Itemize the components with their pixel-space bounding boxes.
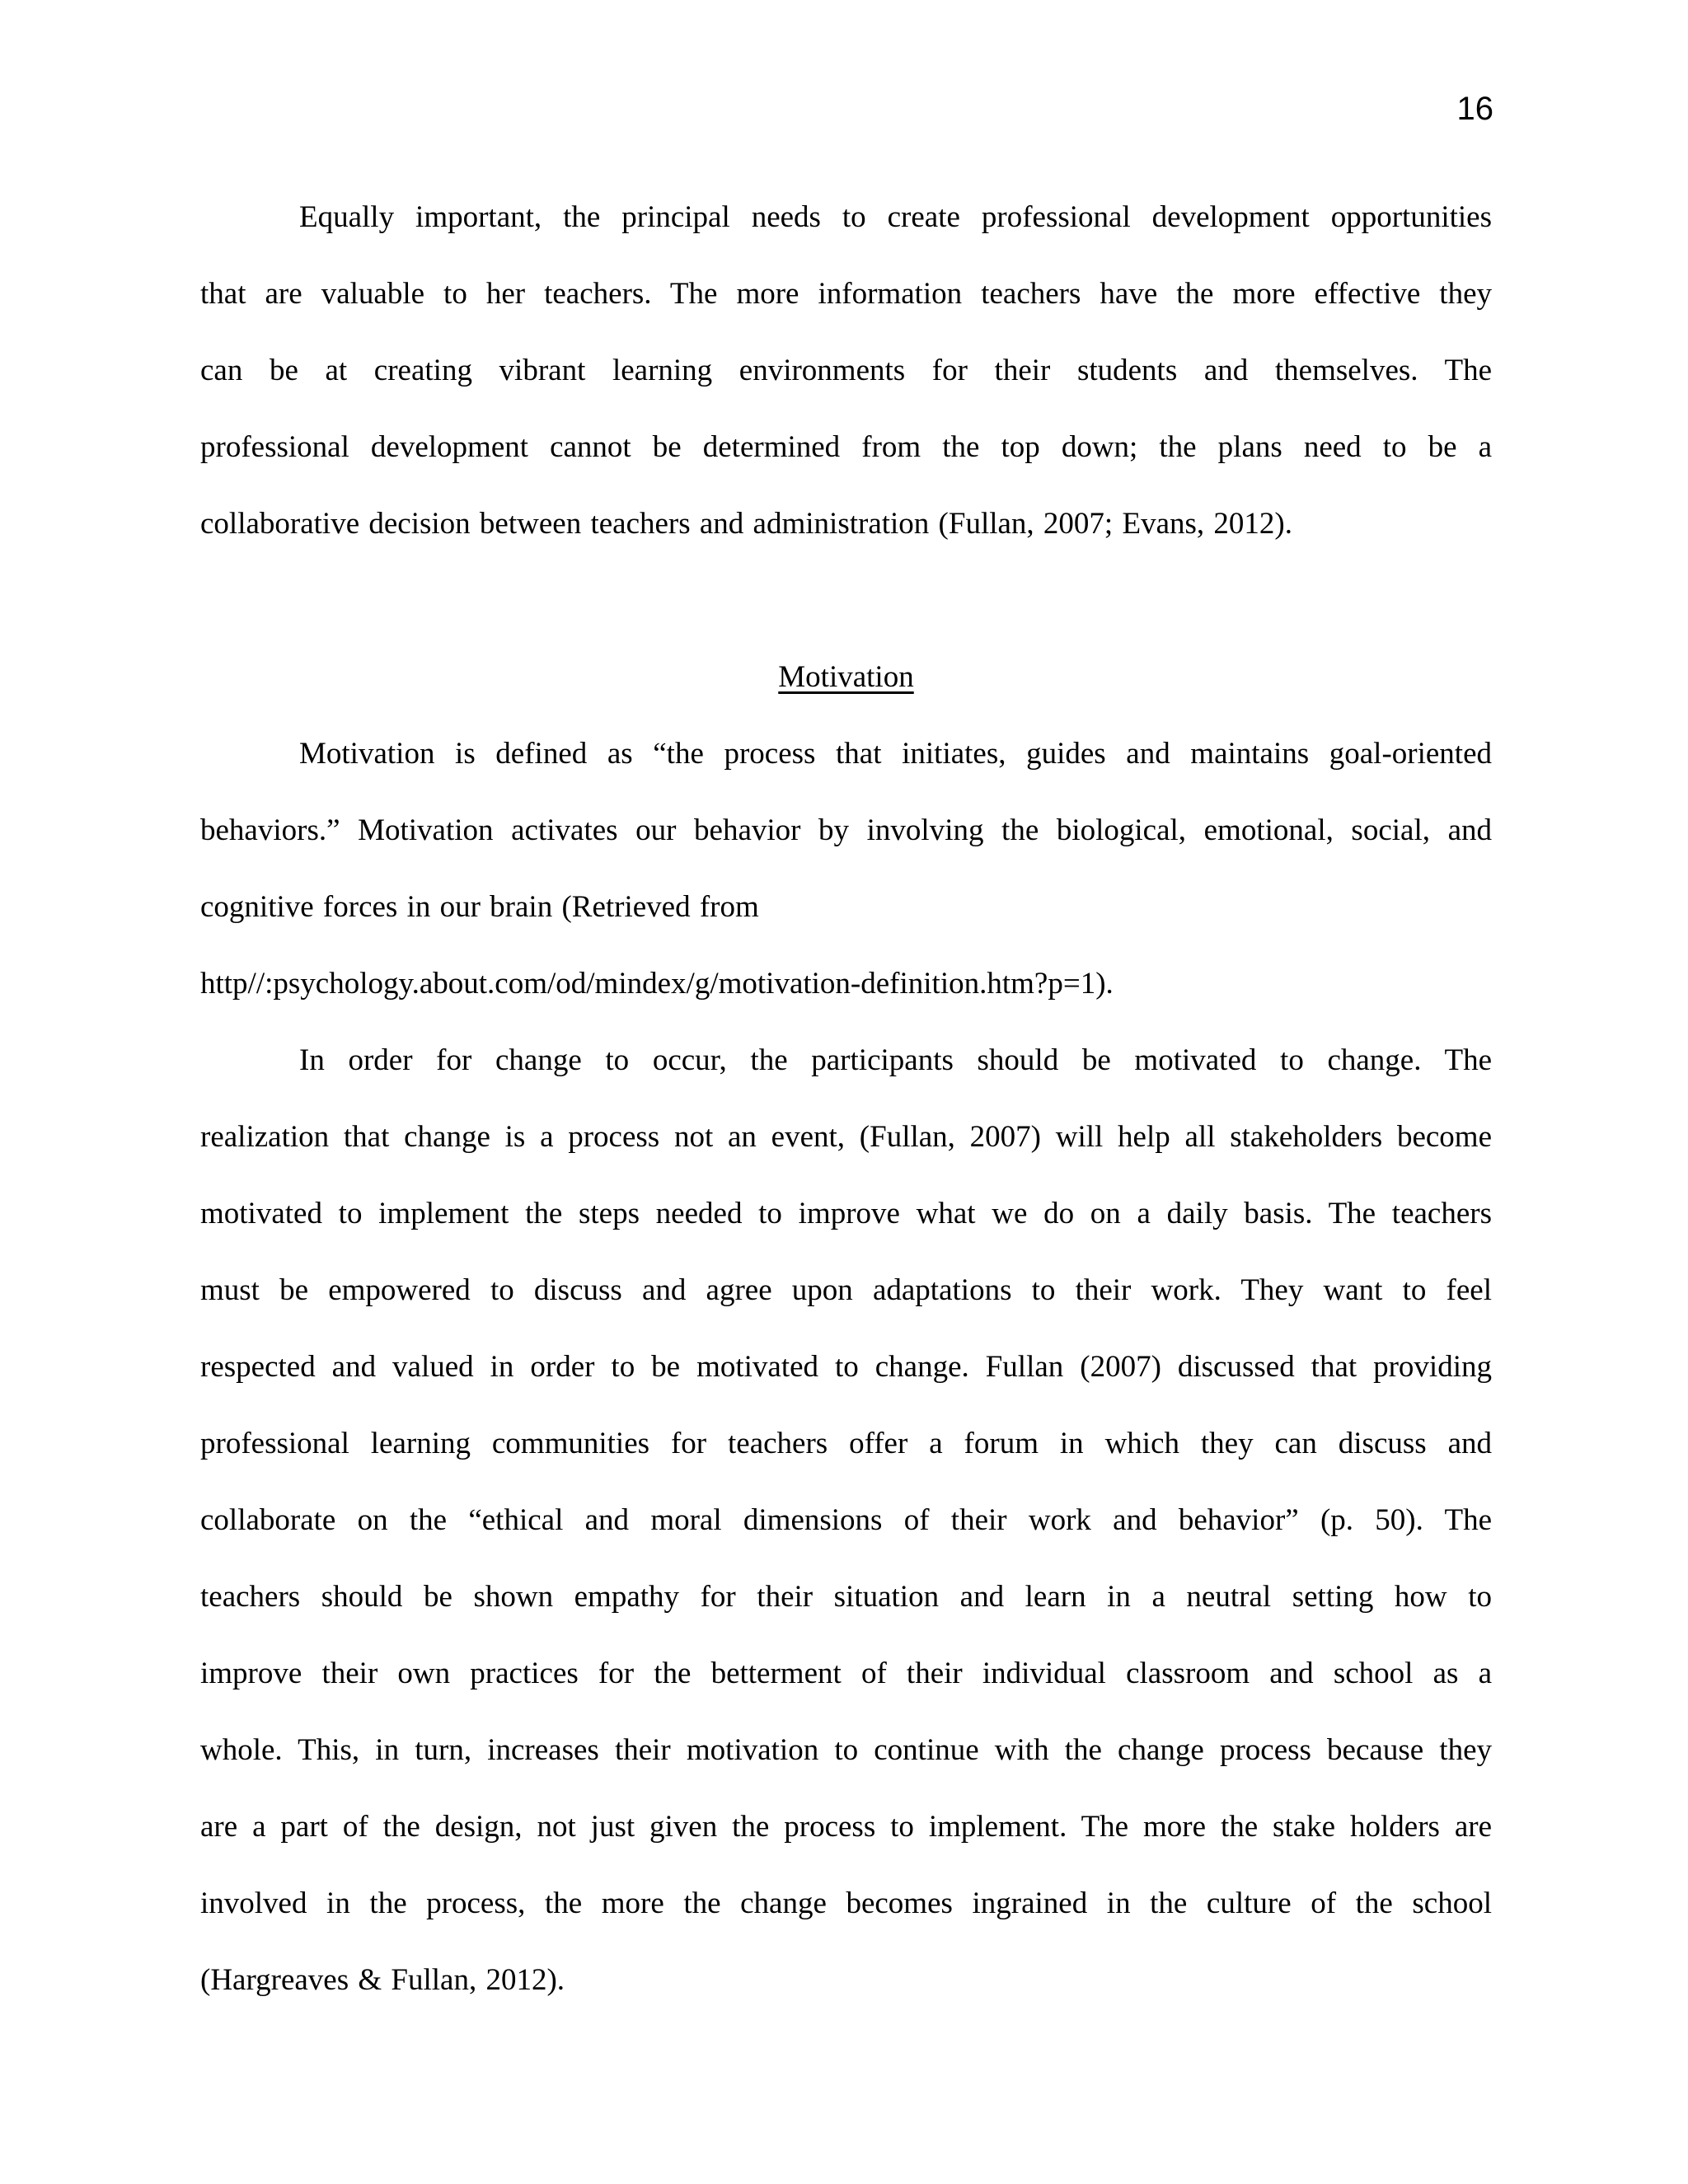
- text-line: teachers should be shown empathy for their situation and learn in a neutral setting how to: [200, 1580, 1492, 1614]
- text-line: http//:psychology.about.com/od/mindex/g/motivation-definition.htm?p=1).: [200, 967, 1114, 1001]
- text-line: professional learning communities for teachers offer a forum in which they can discuss and: [200, 1427, 1492, 1460]
- text-line: (Hargreaves & Fullan, 2012).: [200, 1963, 565, 1997]
- text-line: Equally important, the principal needs to create professional development opportunities: [299, 200, 1492, 234]
- text-line: must be empowered to discuss and agree upon adaptations to their work. They want to feel: [200, 1273, 1492, 1307]
- text-line: professional development cannot be determined from the top down; the plans need to be a: [200, 430, 1492, 464]
- text-line: Motivation is defined as “the process that initiates, guides and maintains goal-oriented: [299, 737, 1492, 771]
- text-line: collaborate on the “ethical and moral dimensions of their work and behavior” (p. 50). The: [200, 1503, 1492, 1537]
- section-heading: [200, 639, 1492, 715]
- text-line: motivated to implement the steps needed to improve what we do on a daily basis. The teachers: [200, 1197, 1492, 1230]
- text-line: improve their own practices for the betterment of their individual classroom and school as a: [200, 1657, 1492, 1690]
- blank-line: [200, 562, 1492, 639]
- text-line: behaviors.” Motivation activates our behavior by involving the biological, emotional, social, and: [200, 813, 1492, 847]
- paragraph-motivation-and-change: [200, 1022, 1492, 2018]
- paragraph-motivation-definition: [200, 715, 1492, 1022]
- text-line: respected and valued in order to be motivated to change. Fullan (2007) discussed that providing: [200, 1350, 1492, 1384]
- document-body: [200, 179, 1492, 2018]
- paragraph-professional-development: [200, 179, 1492, 562]
- text-line: can be at creating vibrant learning environments for their students and themselves. The: [200, 354, 1492, 387]
- text-line: realization that change is a process not an event, (Fullan, 2007) will help all stakeholders become: [200, 1120, 1492, 1154]
- text-line: In order for change to occur, the participants should be motivated to change. The: [299, 1043, 1492, 1077]
- page-number: 16: [1456, 91, 1493, 127]
- text-line: cognitive forces in our brain (Retrieved from: [200, 890, 759, 924]
- text-line: whole. This, in turn, increases their motivation to continue with the change process because they: [200, 1733, 1492, 1767]
- text-line: collaborative decision between teachers and administration (Fullan, 2007; Evans, 2012).: [200, 507, 1292, 541]
- text-line: involved in the process, the more the change becomes ingrained in the culture of the school: [200, 1886, 1492, 1920]
- text-line: are a part of the design, not just given the process to implement. The more the stake holders are: [200, 1810, 1492, 1844]
- section-heading-text: Motivation: [778, 660, 914, 694]
- text-line: that are valuable to her teachers. The more information teachers have the more effective they: [200, 277, 1492, 311]
